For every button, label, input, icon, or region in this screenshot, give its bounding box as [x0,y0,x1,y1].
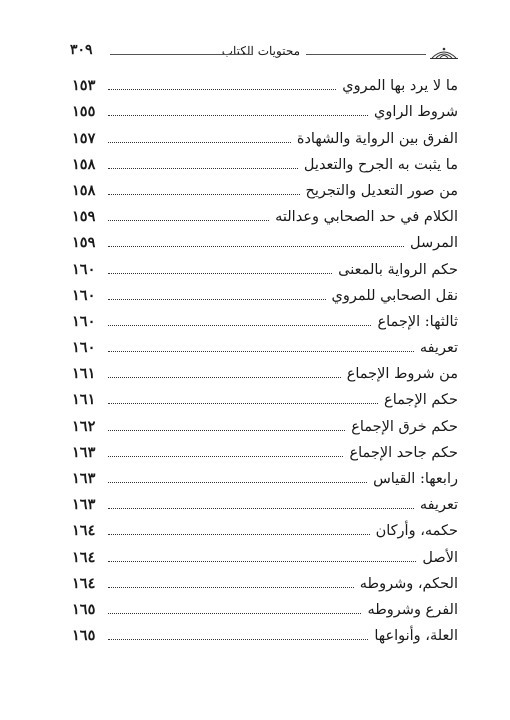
dot-leader [108,351,414,352]
dot-leader [108,561,416,562]
toc-entry-title: من شروط الإجماع [346,366,458,383]
toc-entry [72,69,458,95]
dot-leader [108,430,345,431]
toc-entry-title: حكم جاحد الإجماع [349,444,458,461]
toc-entry-page-number: ١٥٩ [72,234,96,252]
toc-entry [72,200,458,226]
toc-entry [72,226,458,252]
dot-leader [108,325,371,326]
toc-entry-page-number: ١٦٤ [72,548,96,566]
toc-entry [72,357,458,383]
toc-entry-page-number: ١٥٨ [72,155,96,173]
dot-leader [108,115,368,116]
dot-leader [108,377,341,378]
toc-entry-page-number: ١٥٥ [72,103,96,121]
toc-entry-page-number: ١٦٣ [72,496,96,514]
dot-leader [108,142,291,143]
toc-entry-title: ما لا يرد بها المروي [342,78,458,95]
toc-entry-page-number: ١٦٤ [72,574,96,592]
toc-entry-title: شروط الراوي [374,104,458,121]
toc-entry-title: الكلام في حد الصحابي وعدالته [275,209,458,226]
dot-leader [108,246,404,247]
toc-entry-title: حكمه، وأركان [375,523,458,540]
toc-entry-page-number: ١٦٠ [72,260,96,278]
toc-entry-title: تعريفه [419,340,458,357]
dot-leader [108,299,326,300]
toc-entry [72,488,458,514]
toc-entry-title: من صور التعديل والتجريح [305,182,458,199]
toc-entry-page-number: ١٥٧ [72,129,96,147]
toc-entry-title: تعريفه [419,497,458,514]
toc-entry [72,409,458,435]
toc-entry-page-number: ١٦٠ [72,312,96,330]
toc-entry [72,514,458,540]
toc-entry-page-number: ١٦٣ [72,470,96,487]
dot-leader [108,403,378,404]
floral-ornament-icon [430,45,458,59]
dot-leader [108,194,300,195]
toc-entry-page-number: ١٦٥ [72,600,96,618]
toc-entry-title: الأصل [422,549,458,566]
header-rule-left [110,54,252,55]
toc-entry [72,593,458,619]
toc-entry-page-number: ١٦٠ [72,286,96,304]
toc-entry-title: الحكم، وشروطه [359,575,458,592]
toc-entry [72,305,458,331]
toc-entry-title: الفرع وشروطه [367,601,458,618]
dot-leader [108,456,343,457]
toc-entry [72,567,458,593]
dot-leader [108,534,370,535]
toc-entry [72,121,458,147]
dot-leader [108,587,354,588]
toc-entry-title: ثالثها: الإجماع [377,313,458,330]
dot-leader [108,508,414,509]
toc-entry [72,148,458,174]
header-rule-right [306,54,426,55]
toc-entry [72,462,458,488]
toc-entry-page-number: ١٥٨ [72,181,96,199]
dot-leader [108,482,367,483]
toc-entry [72,279,458,305]
toc-entry [72,331,458,357]
toc-entry-title: حكم الإجماع [384,392,458,409]
toc-entry-title: حكم الرواية بالمعنى [338,261,458,278]
toc-entry-page-number: ١٦١ [72,391,96,409]
toc-entry-title: الفرق بين الرواية والشهادة [296,130,458,147]
toc-entry-page-number: ١٦٢ [72,417,96,435]
toc-entry-title: المرسل [410,235,458,252]
toc-entry-title: نقل الصحابي للمروي [331,287,458,304]
toc-entry-page-number: ١٦٤ [72,522,96,540]
dot-leader [108,168,298,169]
toc-entry-page-number: ١٦١ [72,365,96,383]
dot-leader [108,273,332,274]
dot-leader [108,639,368,640]
dot-leader [108,613,361,614]
toc-entry-title: رابعها: القياس [373,471,458,487]
dot-leader [108,220,269,221]
toc-entry-title: حكم خرق الإجماع [351,418,458,435]
toc-entry-page-number: ١٥٣ [72,77,96,95]
toc-entry [72,383,458,409]
toc-entry-page-number: ١٦٠ [72,339,96,357]
toc-entry-page-number: ١٦٥ [72,627,96,645]
toc-entry [72,619,458,645]
toc-entry-title: ما يثبت به الجرح والتعديل [303,156,458,173]
page-number: ٣٠٩ [70,42,93,58]
page-header [70,42,458,66]
toc-entry [72,540,458,566]
toc-entry-page-number: ١٥٩ [72,208,96,226]
table-of-contents [72,69,458,645]
toc-entry-page-number: ١٦٣ [72,443,96,461]
toc-entry [72,252,458,278]
dot-leader [108,89,336,90]
toc-entry [72,436,458,462]
toc-entry [72,95,458,121]
toc-entry-title: العلة، وأنواعها [374,628,458,645]
running-title: محتويات الكتاب [221,44,300,58]
toc-entry [72,174,458,200]
